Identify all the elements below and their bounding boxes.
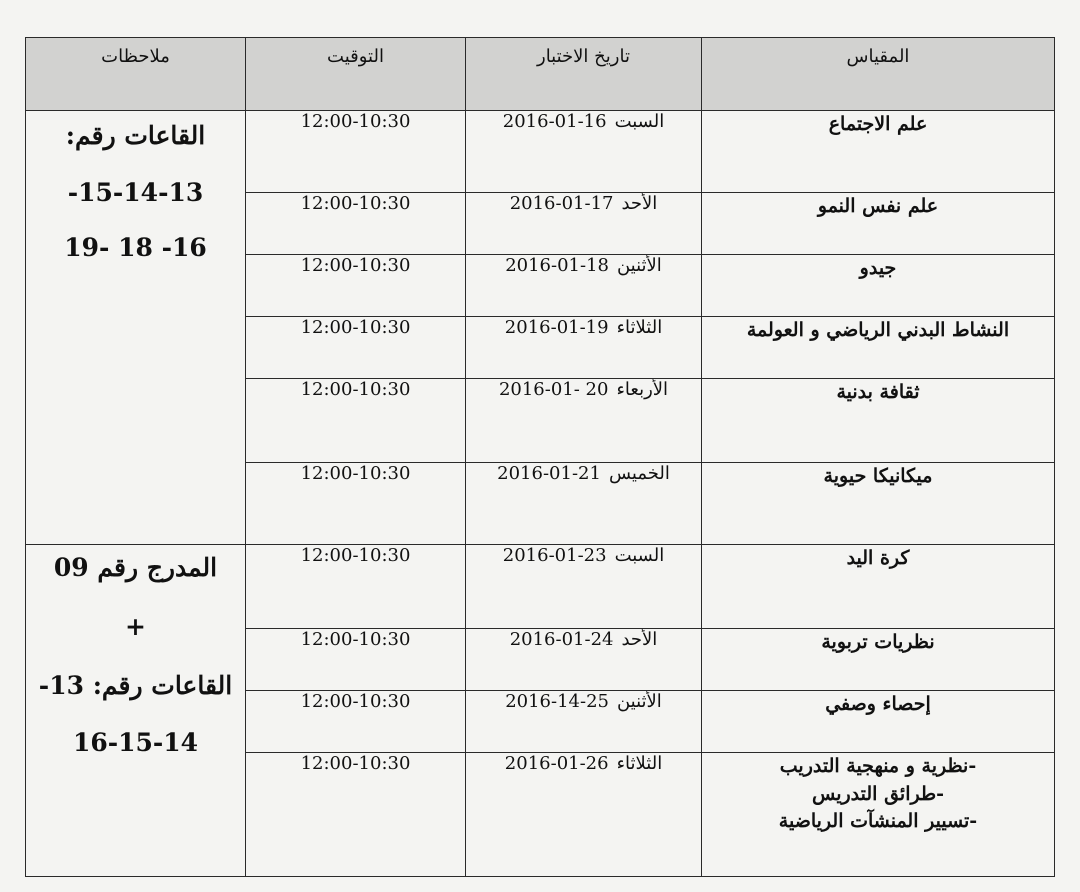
notes-line: المدرج رقم 09 <box>53 553 218 582</box>
subject-name: جيدو <box>859 257 897 279</box>
exam-date-cell <box>466 545 702 629</box>
subject-name: نظريات تربوية <box>821 631 935 653</box>
notes-rooms-group-1 <box>26 111 246 545</box>
exam-date-cell <box>466 691 702 753</box>
weekday-text: السبت <box>614 545 665 566</box>
subject-name: علم الاجتماع <box>828 113 928 135</box>
time-cell: 12:00-10:30 <box>246 463 466 545</box>
notes-line: 19- 18 -16 <box>64 233 207 262</box>
table-row <box>26 111 1055 193</box>
weekday-text: الأحد <box>621 629 658 650</box>
weekday-text: الأربعاء <box>616 379 669 400</box>
time-cell: 12:00-10:30 <box>246 255 466 317</box>
time-cell: 12:00-10:30 <box>246 379 466 463</box>
weekday-text: الأثنين <box>616 691 662 712</box>
weekday-text: الأحد <box>621 193 658 214</box>
weekday-text: الثلاثاء <box>616 753 663 774</box>
subject-cell <box>702 255 1055 317</box>
time-cell: 12:00-10:30 <box>246 111 466 193</box>
subject-cell <box>702 193 1055 255</box>
date-value: 2016-01- 20 <box>498 379 609 400</box>
subject-name: علم نفس النمو <box>817 195 939 217</box>
exam-date-cell <box>466 463 702 545</box>
subject-cell <box>702 629 1055 691</box>
exam-date-cell <box>466 317 702 379</box>
subject-cell <box>702 111 1055 193</box>
time-cell: 12:00-10:30 <box>246 753 466 877</box>
subject-cell <box>702 463 1055 545</box>
exam-date-cell <box>466 753 702 877</box>
weekday-text: الخميس <box>608 463 670 484</box>
notes-line: -15-14-13 <box>67 178 204 207</box>
subject-name: -تسيير المنشآت الرياضية <box>778 810 978 833</box>
notes-line: 16-15-14 <box>72 728 199 757</box>
subject-cell <box>702 379 1055 463</box>
subject-name: كرة اليد <box>846 547 910 569</box>
subject-cell <box>702 753 1055 877</box>
exam-date-cell <box>466 629 702 691</box>
notes-rooms-group-2 <box>26 545 246 877</box>
notes-line: القاعات رقم: 13- <box>38 671 233 700</box>
time-cell: 12:00-10:30 <box>246 193 466 255</box>
subject-cell <box>702 317 1055 379</box>
table-row <box>26 545 1055 629</box>
notes-line: + <box>125 612 146 641</box>
header-time: التوقيت <box>246 38 466 111</box>
header-row <box>26 38 1055 111</box>
date-value: 2016-01-17 <box>509 193 614 214</box>
date-value: 2016-01-23 <box>502 545 607 566</box>
date-value: 2016-01-24 <box>509 629 614 650</box>
exam-date-cell <box>466 111 702 193</box>
table-body <box>26 111 1055 877</box>
exam-schedule-table <box>25 37 1055 877</box>
subject-name: ثقافة بدنية <box>836 381 920 403</box>
time-cell: 12:00-10:30 <box>246 545 466 629</box>
time-cell: 12:00-10:30 <box>246 629 466 691</box>
date-value: 2016-01-16 <box>502 111 607 132</box>
notes-line: القاعات رقم: <box>65 121 206 150</box>
date-value: 2016-01-19 <box>504 317 609 338</box>
exam-date-cell <box>466 379 702 463</box>
subject-cell <box>702 545 1055 629</box>
weekday-text: السبت <box>614 111 665 132</box>
exam-date-cell <box>466 255 702 317</box>
subject-name: ميكانيكا حيوية <box>823 465 933 487</box>
subject-name: -نظرية و منهجية التدريب <box>779 755 977 777</box>
subject-name: -طرائق التدريس <box>812 782 944 805</box>
date-value: 2016-14-25 <box>505 691 609 712</box>
header-notes: ملاحظات <box>26 38 246 111</box>
subject-name: النشاط البدني الرياضي و العولمة <box>746 319 1010 341</box>
weekday-text: الأثنين <box>616 255 662 276</box>
time-cell: 12:00-10:30 <box>246 317 466 379</box>
subject-name: إحصاء وصفي <box>825 693 931 715</box>
date-value: 2016-01-21 <box>497 463 601 484</box>
subject-cell <box>702 691 1055 753</box>
exam-date-cell <box>466 193 702 255</box>
time-cell: 12:00-10:30 <box>246 691 466 753</box>
header-subject: المقياس <box>702 38 1055 111</box>
header-exam-date: تاريخ الاختبار <box>466 38 702 111</box>
date-value: 2016-01-18 <box>505 255 609 276</box>
date-value: 2016-01-26 <box>504 753 609 774</box>
weekday-text: الثلاثاء <box>616 317 663 338</box>
